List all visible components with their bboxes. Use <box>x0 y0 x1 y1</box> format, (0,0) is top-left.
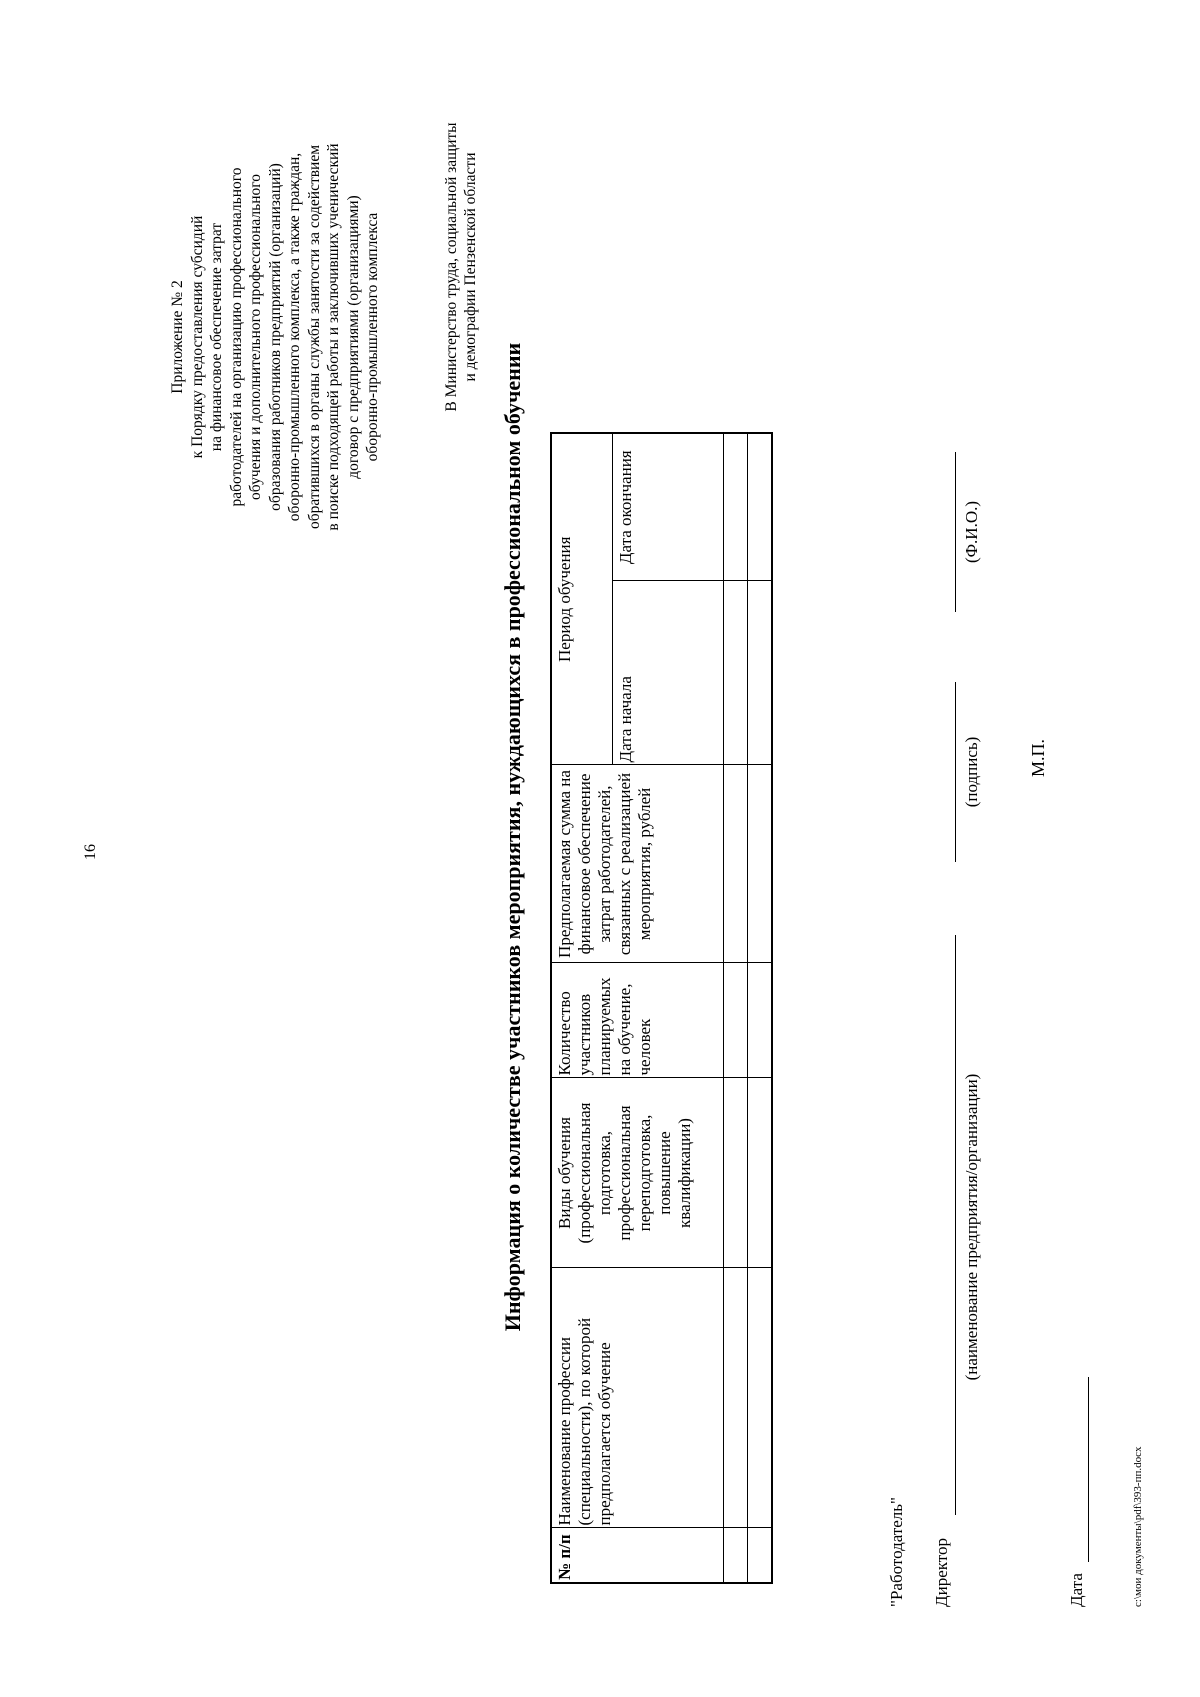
table-cell[interactable] <box>748 1268 772 1528</box>
table-cell[interactable] <box>748 1078 772 1268</box>
date-field[interactable] <box>1088 1377 1089 1562</box>
table-cell[interactable] <box>724 581 748 765</box>
file-path: c:\мои документы\pdf\393-пп.docx <box>1132 1446 1144 1607</box>
appendix-line: к Порядку предоставления субсидий <box>188 215 206 459</box>
appendix-line: Приложение № 2 <box>169 280 186 394</box>
appendix-line: обратившихся в органы службы занятости за содействием <box>305 144 323 530</box>
stamp-label: М.П. <box>1028 738 1048 777</box>
table-cell[interactable] <box>748 1528 772 1583</box>
appendix-block <box>168 77 383 597</box>
header-participants: Количество участников планируемых на обучение, человек <box>551 963 724 1078</box>
table-cell[interactable] <box>748 433 772 581</box>
header-num: № п/п <box>551 1528 724 1583</box>
appendix-line: в поиске подходящей работы и заключивших ученический <box>325 143 342 531</box>
header-period: Период обучения <box>551 433 613 765</box>
date-label: Дата <box>1067 1573 1086 1607</box>
appendix-line: на финансовое обеспечение затрат <box>208 222 225 452</box>
director-label: Директор <box>932 1538 951 1607</box>
org-name-field[interactable] <box>955 935 956 1515</box>
appendix-line: договор с предприятиями (организациями) <box>344 195 362 479</box>
table-row <box>724 433 748 1583</box>
org-caption: (наименование предприятия/организации) <box>962 1073 981 1381</box>
table-cell[interactable] <box>724 1528 748 1583</box>
document-title: Информация о количестве участников мероприятия, нуждающихся в профессиональном обучении <box>500 342 525 1332</box>
table-cell[interactable] <box>748 581 772 765</box>
appendix-line: образования работников предприятий (организаций) <box>266 163 284 511</box>
employer-label: "Работодатель" <box>887 1497 906 1607</box>
table-cell[interactable] <box>724 1078 748 1268</box>
header-amount: Предполагаемая сумма на финансовое обеспечение затрат работодателей, связанных с реализацией мероприятия, рублей <box>551 765 724 963</box>
info-table <box>550 432 773 1584</box>
appendix-line: оборонно-промышленного комплекса, а также граждан, <box>286 152 303 522</box>
header-training-types: Виды обучения (профессиональная подготовка, профессиональная переподготовка, повышение квалификации) <box>551 1078 724 1268</box>
addressee-line: В Министерство труда, социальной защиты <box>443 122 460 412</box>
table-cell[interactable] <box>748 963 772 1078</box>
table-row <box>748 433 772 1583</box>
fio-caption: (Ф.И.О.) <box>962 500 981 564</box>
addressee-block <box>442 87 480 447</box>
appendix-line: обучения и дополнительного профессионального <box>247 174 264 500</box>
table-cell[interactable] <box>724 433 748 581</box>
appendix-line: оборонно-промышленного комплекса <box>364 212 381 462</box>
table-cell[interactable] <box>724 765 748 963</box>
appendix-line: работодателей на организацию профессионального <box>227 167 245 507</box>
table-cell[interactable] <box>724 1268 748 1528</box>
page-number: 16 <box>82 844 99 860</box>
table-cell[interactable] <box>724 963 748 1078</box>
signature-caption: (подпись) <box>962 736 981 808</box>
header-start-date: Дата начала <box>613 581 724 765</box>
table-cell[interactable] <box>748 765 772 963</box>
addressee-line: и демографии Пензенской области <box>462 152 479 382</box>
fio-field[interactable] <box>955 452 956 612</box>
header-profession: Наименование профессии (специальности), по которой предполагается обучение <box>551 1268 724 1528</box>
signature-field[interactable] <box>955 682 956 862</box>
header-end-date: Дата окончания <box>613 433 724 581</box>
